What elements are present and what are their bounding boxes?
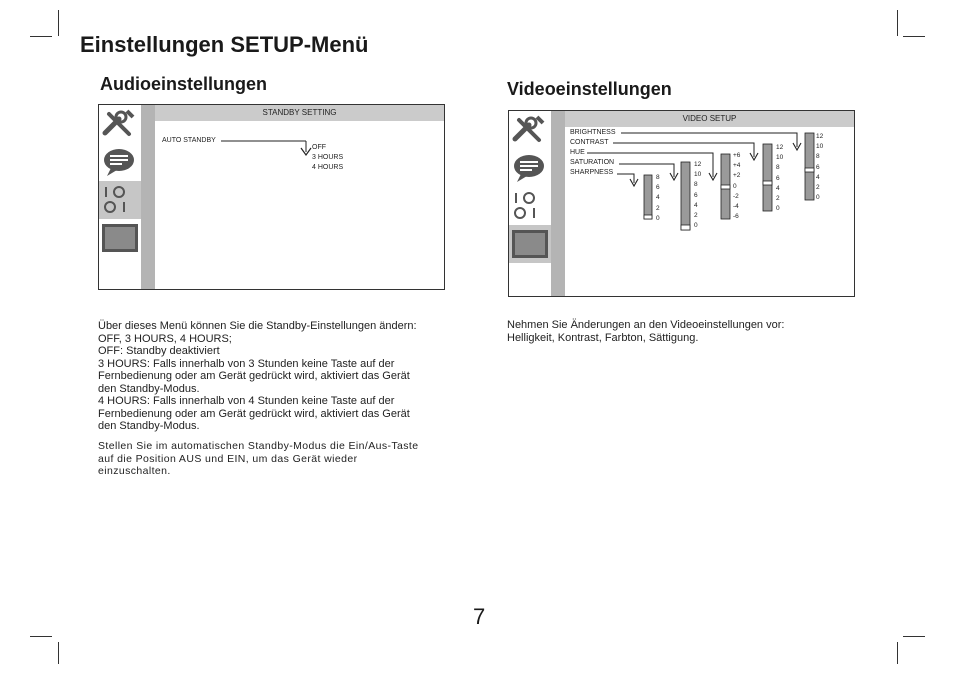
scale-tick: 0 [776,205,780,213]
scale-tick: 12 [694,161,702,168]
scale-tick: 0 [733,182,737,190]
scale-tick: -4 [733,203,739,211]
sharpness-scale [656,173,660,224]
scale-tick: -6 [733,213,739,221]
contrast-scale [776,143,783,214]
standby-value[interactable]: 4 HOURS [312,164,344,171]
text-line: Nehmen Sie Änderungen an den Videoeinstellungen vor: [507,319,785,331]
text-line: 4 HOURS: Falls innerhalb von 4 Stunden keine Taste auf der [98,395,395,407]
standby-value[interactable]: 3 HOURS [312,154,344,161]
scale-tick: 10 [816,143,824,151]
scale-tick: 2 [656,204,660,212]
scale-tick: 6 [656,184,660,192]
crop-mark [897,642,898,664]
scale-tick: +2 [733,172,741,180]
text-line: OFF: Standby deaktiviert [98,345,220,357]
screen-title: STANDBY SETTING [155,105,444,121]
page-number: 7 [473,604,486,629]
auto-standby-label[interactable]: AUTO STANDBY [162,137,216,144]
video-heading: Videoeinstellungen [507,79,672,99]
video-item-sharpness[interactable]: SHARPNESS [570,169,614,176]
text-line: 3 HOURS: Falls innerhalb von 3 Stunden keine Taste auf der [98,357,395,370]
audio-setup-screen [98,104,445,290]
text-line: den Standby-Modus. [98,382,200,395]
scale-tick: 0 [816,194,820,202]
brightness-scale [816,132,823,203]
video-item-hue[interactable]: HUE [570,149,585,156]
scale-tick: 8 [776,164,780,172]
standby-arrow [99,105,444,289]
video-description [507,319,887,344]
audio-description [98,320,460,433]
video-setup-screen [508,110,855,297]
scale-tick: 6 [776,174,780,182]
crop-mark [30,36,52,37]
text-line: einzuschalten. [98,465,171,477]
saturation-scale [694,160,701,231]
scale-tick: -2 [733,192,739,200]
scale-tick: 4 [816,173,820,181]
scale-tick: 4 [694,201,698,209]
audio-heading: Audioeinstellungen [100,74,268,94]
crop-mark [897,10,898,36]
scale-tick: 2 [694,212,698,220]
scale-tick: +6 [733,152,741,159]
scale-tick: 8 [694,181,698,189]
video-slider-diagram [509,111,854,296]
text-line: auf die Position AUS und EIN, um das Gerät wieder [98,452,358,465]
screen-title: VIDEO SETUP [565,111,854,127]
text-line: OFF, 3 HOURS, 4 HOURS; [98,332,232,345]
text-line: den Standby-Modus. [98,420,200,432]
hue-scale [733,151,740,222]
text-line: Stellen Sie im automatischen Standby-Modus die Ein/Aus-Taste [98,440,419,452]
scale-tick: 12 [816,133,824,140]
audio-note [98,440,460,478]
page-title: Einstellungen SETUP-Menü [80,32,369,57]
scale-tick: 4 [656,194,660,202]
scale-tick: 10 [694,171,702,179]
scale-tick: 2 [776,195,780,203]
scale-tick: 10 [776,154,784,162]
crop-mark [903,36,925,37]
video-item-brightness[interactable]: BRIGHTNESS [570,129,616,136]
scale-tick: 8 [656,174,660,181]
crop-mark [58,10,59,36]
scale-tick: 0 [694,222,698,230]
crop-mark [58,642,59,664]
crop-mark [30,636,52,637]
text-line: Helligkeit, Kontrast, Farbton, Sättigung. [507,331,699,344]
scale-tick: +4 [733,162,741,170]
text-line: Fernbedienung oder am Gerät gedrückt wird, aktiviert das Gerät [98,370,410,382]
scale-tick: 0 [656,214,660,222]
video-item-contrast[interactable]: CONTRAST [570,139,609,146]
video-item-saturation[interactable]: SATURATION [570,159,615,166]
text-line: Fernbedienung oder am Gerät gedrückt wird, aktiviert das Gerät [98,407,410,420]
scale-tick: 6 [694,191,698,199]
scale-tick: 12 [776,144,784,151]
scale-tick: 8 [816,153,820,161]
scale-tick: 2 [816,184,820,192]
standby-value[interactable]: OFF [312,144,326,151]
scale-tick: 4 [776,184,780,192]
crop-mark [903,636,925,637]
scale-tick: 6 [816,163,820,171]
text-line: Über dieses Menü können Sie die Standby-Einstellungen ändern: [98,320,417,332]
